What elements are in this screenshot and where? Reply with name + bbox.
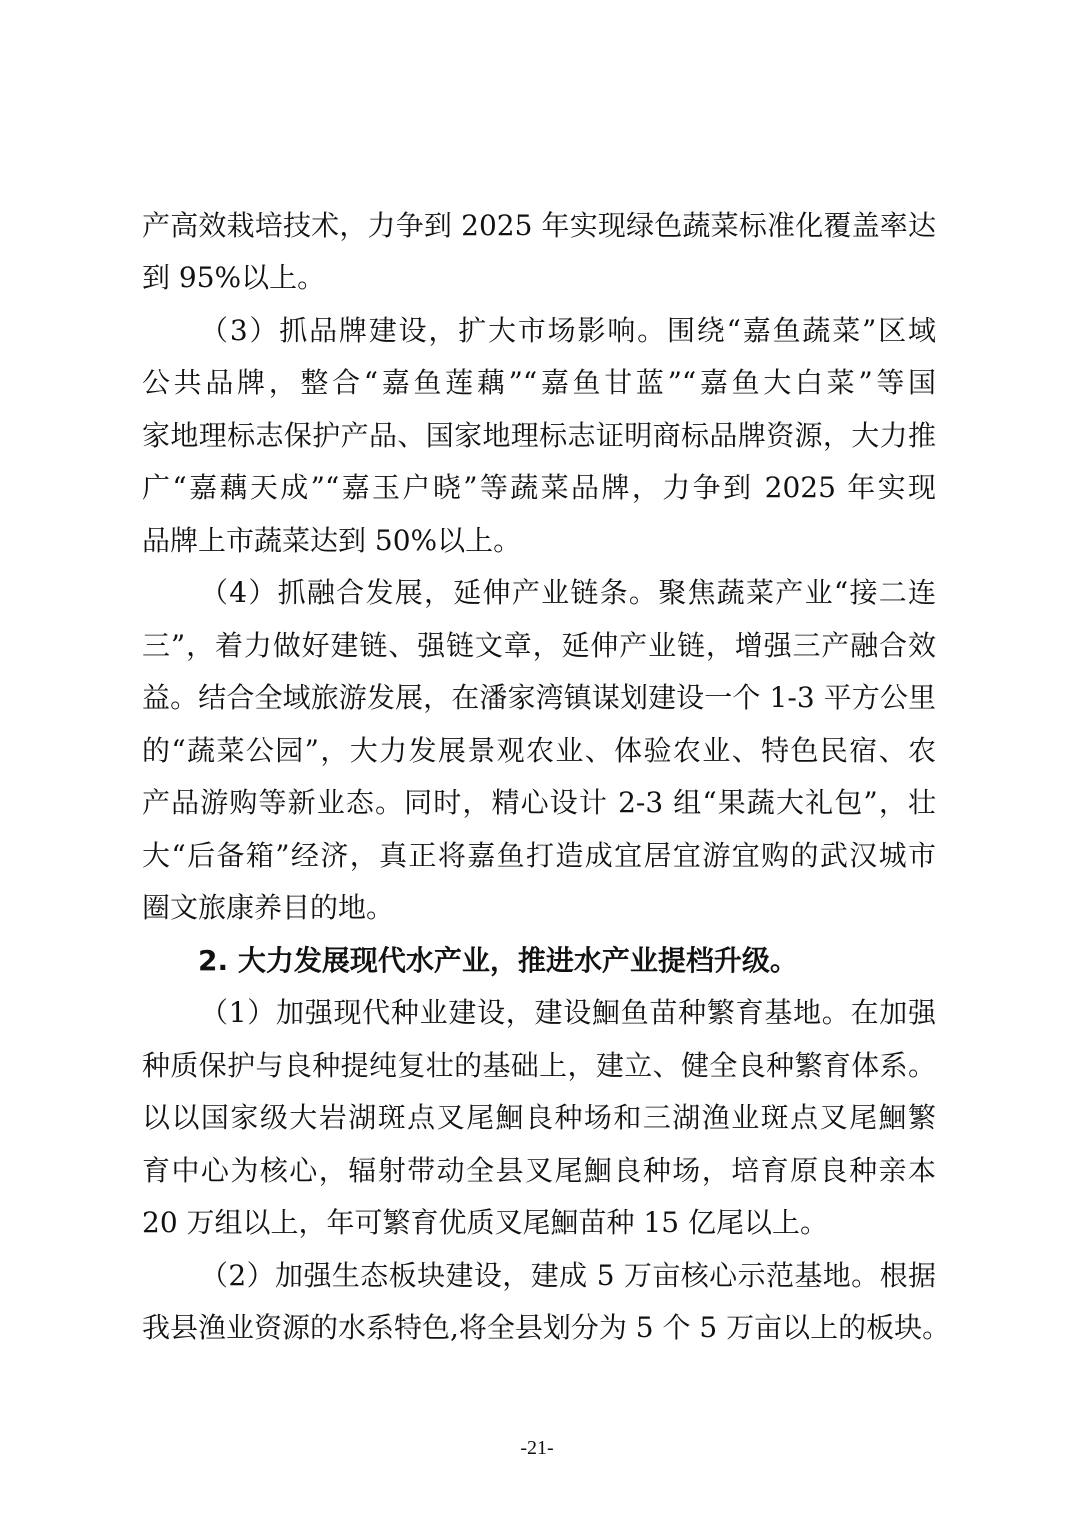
paragraph-4-line-7: 圈文旅康养目的地。: [142, 891, 395, 924]
paragraph-1-line-2: 种质保护与良种提纯复壮的基础上，建立、健全良种繁育体系。: [142, 1049, 936, 1082]
paragraph-3-line-5: 品牌上市蔬菜达到 50%以上。: [142, 524, 522, 557]
paragraph-4-line-6: 大“后备箱”经济，真正将嘉鱼打造成宜居宜游宜购的武汉城市: [142, 839, 936, 872]
section-heading: 2. 大力发展现代水产业，推进水产业提档升级。: [198, 944, 798, 977]
paragraph-4-line-4: 的“蔬菜公园”，大力发展景观农业、体验农业、特色民宿、农: [142, 734, 936, 767]
paragraph-3-line-2: 公共品牌，整合“嘉鱼莲藕”“嘉鱼甘蓝”“嘉鱼大白菜”等国: [142, 366, 936, 399]
paragraph-4-line-2: 三”，着力做好建链、强链文章，延伸产业链，增强三产融合效: [142, 629, 936, 662]
text-line-2: 到 95%以上。: [142, 261, 326, 294]
paragraph-1-line-3: 以以国家级大岩湖斑点叉尾鮰良种场和三湖渔业斑点叉尾鮰繁: [142, 1101, 936, 1134]
paragraph-1-line-5: 20 万组以上，年可繁育优质叉尾鮰苗种 15 亿尾以上。: [142, 1206, 828, 1239]
paragraph-4-line-1: （4）抓融合发展，延伸产业链条。聚焦蔬菜产业“接二连: [200, 576, 936, 609]
paragraph-1-line-4: 育中心为核心，辐射带动全县叉尾鮰良种场，培育原良种亲本: [142, 1154, 936, 1187]
paragraph-4-line-5: 产品游购等新业态。同时，精心设计 2-3 组“果蔬大礼包”，壮: [142, 786, 936, 819]
paragraph-3-line-1: （3）抓品牌建设，扩大市场影响。围绕“嘉鱼蔬菜”区域: [200, 314, 936, 347]
paragraph-2-line-1: （2）加强生态板块建设，建成 5 万亩核心示范基地。根据: [200, 1259, 936, 1292]
paragraph-3-line-4: 广“嘉藕天成”“嘉玉户晓”等蔬菜品牌，力争到 2025 年实现: [142, 471, 936, 504]
paragraph-1-line-1: （1）加强现代种业建设，建设鮰鱼苗种繁育基地。在加强: [200, 996, 936, 1029]
page-number: -21-: [520, 1437, 554, 1459]
text-line-1: 产高效栽培技术，力争到 2025 年实现绿色蔬菜标准化覆盖率达: [142, 209, 936, 242]
paragraph-4-line-3: 益。结合全域旅游发展，在潘家湾镇谋划建设一个 1-3 平方公里: [142, 681, 936, 714]
paragraph-2-line-2: 我县渔业资源的水系特色,将全县划分为 5 个 5 万亩以上的板块。: [142, 1311, 951, 1344]
paragraph-3-line-3: 家地理标志保护产品、国家地理标志证明商标品牌资源，大力推: [142, 419, 936, 452]
